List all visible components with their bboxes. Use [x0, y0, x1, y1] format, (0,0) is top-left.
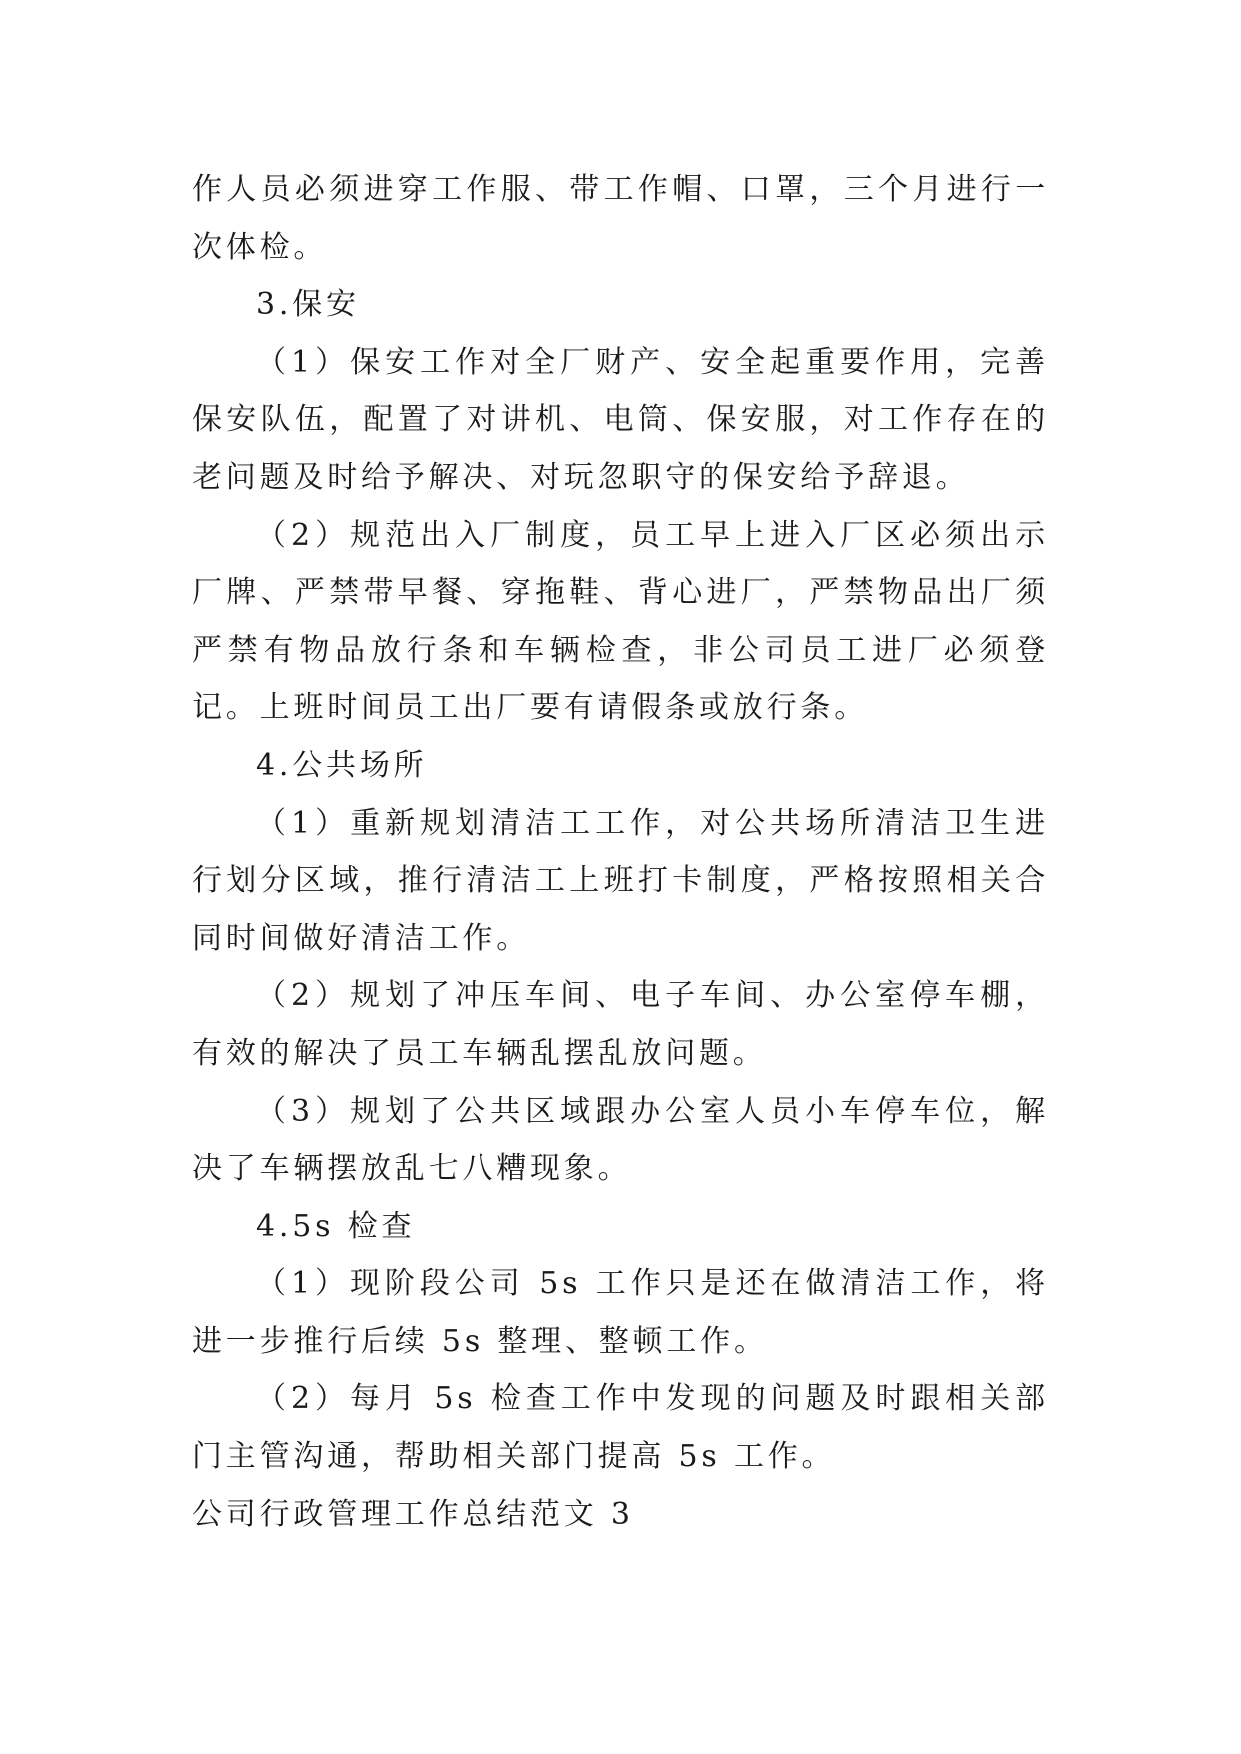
paragraph-security-1: （1）保安工作对全厂财产、安全起重要作用，完善保安队伍，配置了对讲机、电筒、保安服，对工作存在的老问题及时给予解决、对玩忽职守的保安给予辞退。 [192, 344, 1049, 495]
paragraph-5s-1: （1）现阶段公司 5s 工作只是还在做清洁工作，将进一步推行后续 5s 整理、整顿工作。 [192, 1266, 1049, 1359]
paragraph-security-2: （2）规范出入厂制度，员工早上进入厂区必须出示厂牌、严禁带早餐、穿拖鞋、背心进厂，严禁物品出厂须严禁有物品放行条和车辆检查，非公司员工进厂必须登记。上班时间员工出厂要有请假条或放行条。 [192, 517, 1049, 726]
paragraph-public-3: （3）规划了公共区域跟办公室人员小车停车位，解决了车辆摆放乱七八糟现象。 [192, 1093, 1049, 1187]
section-heading-security: 3.保安 [256, 287, 360, 323]
paragraph-public-2: （2）规划了冲压车间、电子车间、办公室停车棚，有效的解决了员工车辆乱摆乱放问题。 [192, 978, 1049, 1071]
paragraph-public-1: （1）重新规划清洁工工作，对公共场所清洁卫生进行划分区域，推行清洁工上班打卡制度，严格按照相关合同时间做好清洁工作。 [192, 805, 1049, 956]
section-heading-public-places: 4.公共场所 [256, 747, 428, 783]
section-heading-5s: 4.5s 检查 [256, 1208, 416, 1244]
next-section-title: 公司行政管理工作总结范文 3 [192, 1496, 634, 1532]
paragraph-5s-2: （2）每月 5s 检查工作中发现的问题及时跟相关部门主管沟通，帮助相关部门提高 5s 工作。 [192, 1381, 1049, 1475]
document-body [192, 161, 1049, 1543]
paragraph-continuation: 作人员必须进穿工作服、带工作帽、口罩，三个月进行一次体检。 [192, 172, 1049, 265]
